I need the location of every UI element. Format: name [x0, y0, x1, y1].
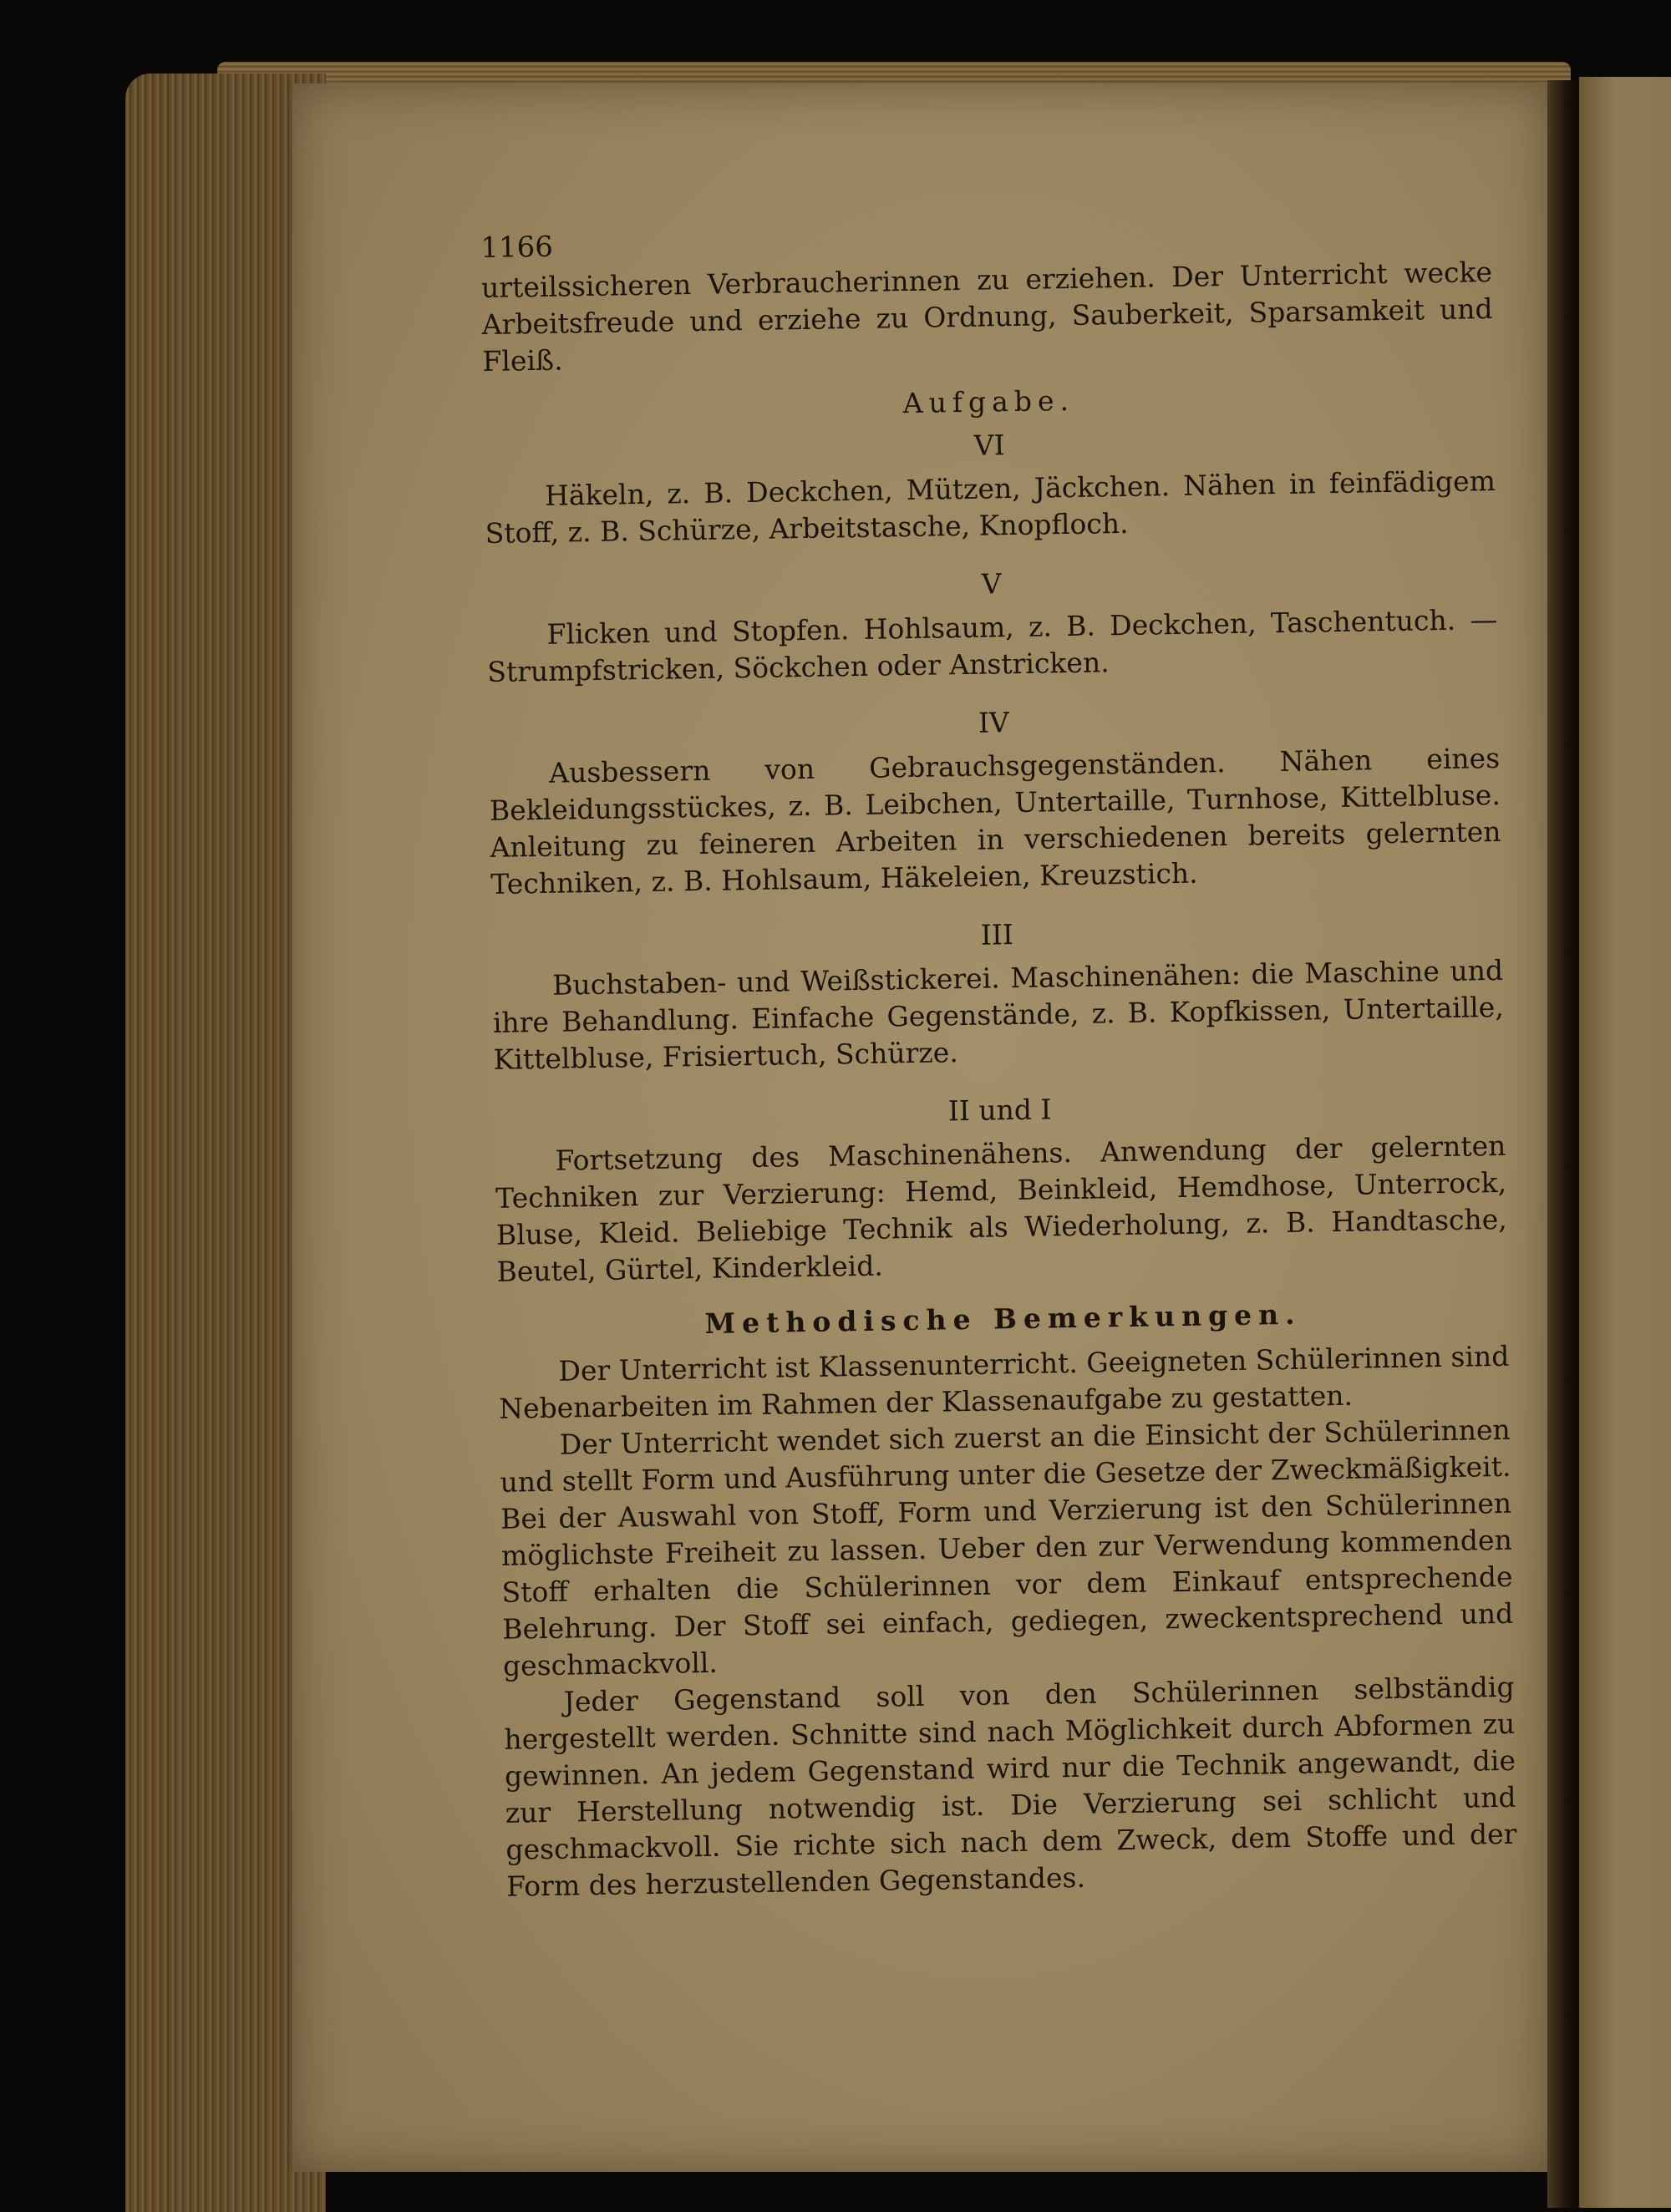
grade-text: Fortsetzung des Maschinenähens. Anwendung der gelernten Techniken zur Verzierung: Hemd, Beinkleid, Hemdhose, Unterrock, Bluse, Kleid. Beliebige Technik als Wiederholung, z. B. Handtasche, Beutel, Gürtel, Kinderkleid. — [495, 1129, 1508, 1288]
grade-section-iii — [491, 909, 1505, 1078]
facing-page — [1579, 77, 1671, 2208]
grade-label: II und I — [947, 1093, 1052, 1128]
grade-section-v — [485, 558, 1498, 691]
methodische-paragraph: Der Unterricht ist Klassenunterricht. Geeigneten Schülerinnen sind Nebenarbeiten im Rahmen der Klassenaufgabe zu gestatten. — [498, 1339, 1510, 1425]
methodische-heading: Methodische Bemerkungen. — [704, 1297, 1302, 1340]
intro-paragraph: urteilssicheren Verbraucherinnen zu erziehen. Der Unterricht wecke Arbeitsfreude und erziehe zu Ordnung, Sauberkeit, Sparsamkeit und Fleiß. — [480, 255, 1493, 378]
methodische-paragraph: Der Unterricht wendet sich zuerst an die Einsicht der Schülerinnen und stellt Form und Ausführung unter die Gesetze der Zweckmäßigkeit. Bei der Auswahl von Stoff, Form und Verzierung ist den Schülerinnen möglichste Freiheit zu lassen. Ueber den zur Verwendung kommenden Stoff erhalten die Schülerinnen vor dem Einkauf entsprechende Belehrung. Der Stoff sei einfach, gediegen, zweckentsprechend und geschmackvoll. — [500, 1413, 1514, 1682]
grade-section-iv — [488, 697, 1501, 903]
grade-label: IV — [978, 706, 1010, 739]
grade-text: Flicken und Stopfen. Hohlsaum, z. B. Deckchen, Taschentuch. — Strumpfstricken, Söckchen oder Anstricken. — [487, 602, 1498, 688]
book-gutter — [1547, 80, 1579, 2208]
aufgabe-heading: Aufgabe. — [902, 383, 1075, 420]
page-text — [480, 214, 1517, 1905]
grade-label: VI — [973, 429, 1005, 462]
grade-text: Ausbessern von Gebrauchsgegenständen. Nähen eines Bekleidungsstückes, z. B. Leibchen, Untertaille, Turnhose, Kittelbluse. Anleitung zu feineren Arbeiten in verschiedenen bereits gelernten Techniken, z. B. Hohlsaum, Häkeleien, Kreuzstich. — [489, 741, 1501, 901]
grade-text: Buchstaben- und Weißstickerei. Maschinenähen: die Maschine und ihre Behandlung. Einfache Gegenstände, z. B. Kopfkissen, Untertaille, Kittelbluse, Frisiertuch, Schürze. — [492, 953, 1505, 1076]
grade-section-ii-und-i — [494, 1084, 1507, 1291]
grade-label: V — [981, 567, 1002, 601]
methodische-paragraph: Jeder Gegenstand soll von den Schülerinnen selbständig hergestellt werden. Schnitte sind nach Möglichkeit durch Abformen zu gewinnen. An jedem Gegenstand wird nur die Technik angewandt, die zur Herstellung notwendig ist. Die Verzierung sei schlicht und geschmackvoll. Sie richte sich nach dem Zweck, dem Stoffe und der Form des herzustellenden Gegenstandes. — [504, 1670, 1517, 1903]
grade-label: III — [980, 918, 1014, 951]
grade-section-vi — [484, 419, 1496, 552]
page-number: 1166 — [480, 230, 554, 265]
grade-text: Häkeln, z. B. Deckchen, Mützen, Jäckchen. Nähen in feinfädigem Stoff, z. B. Schürze, Arbeitstasche, Knopfloch. — [485, 464, 1496, 550]
